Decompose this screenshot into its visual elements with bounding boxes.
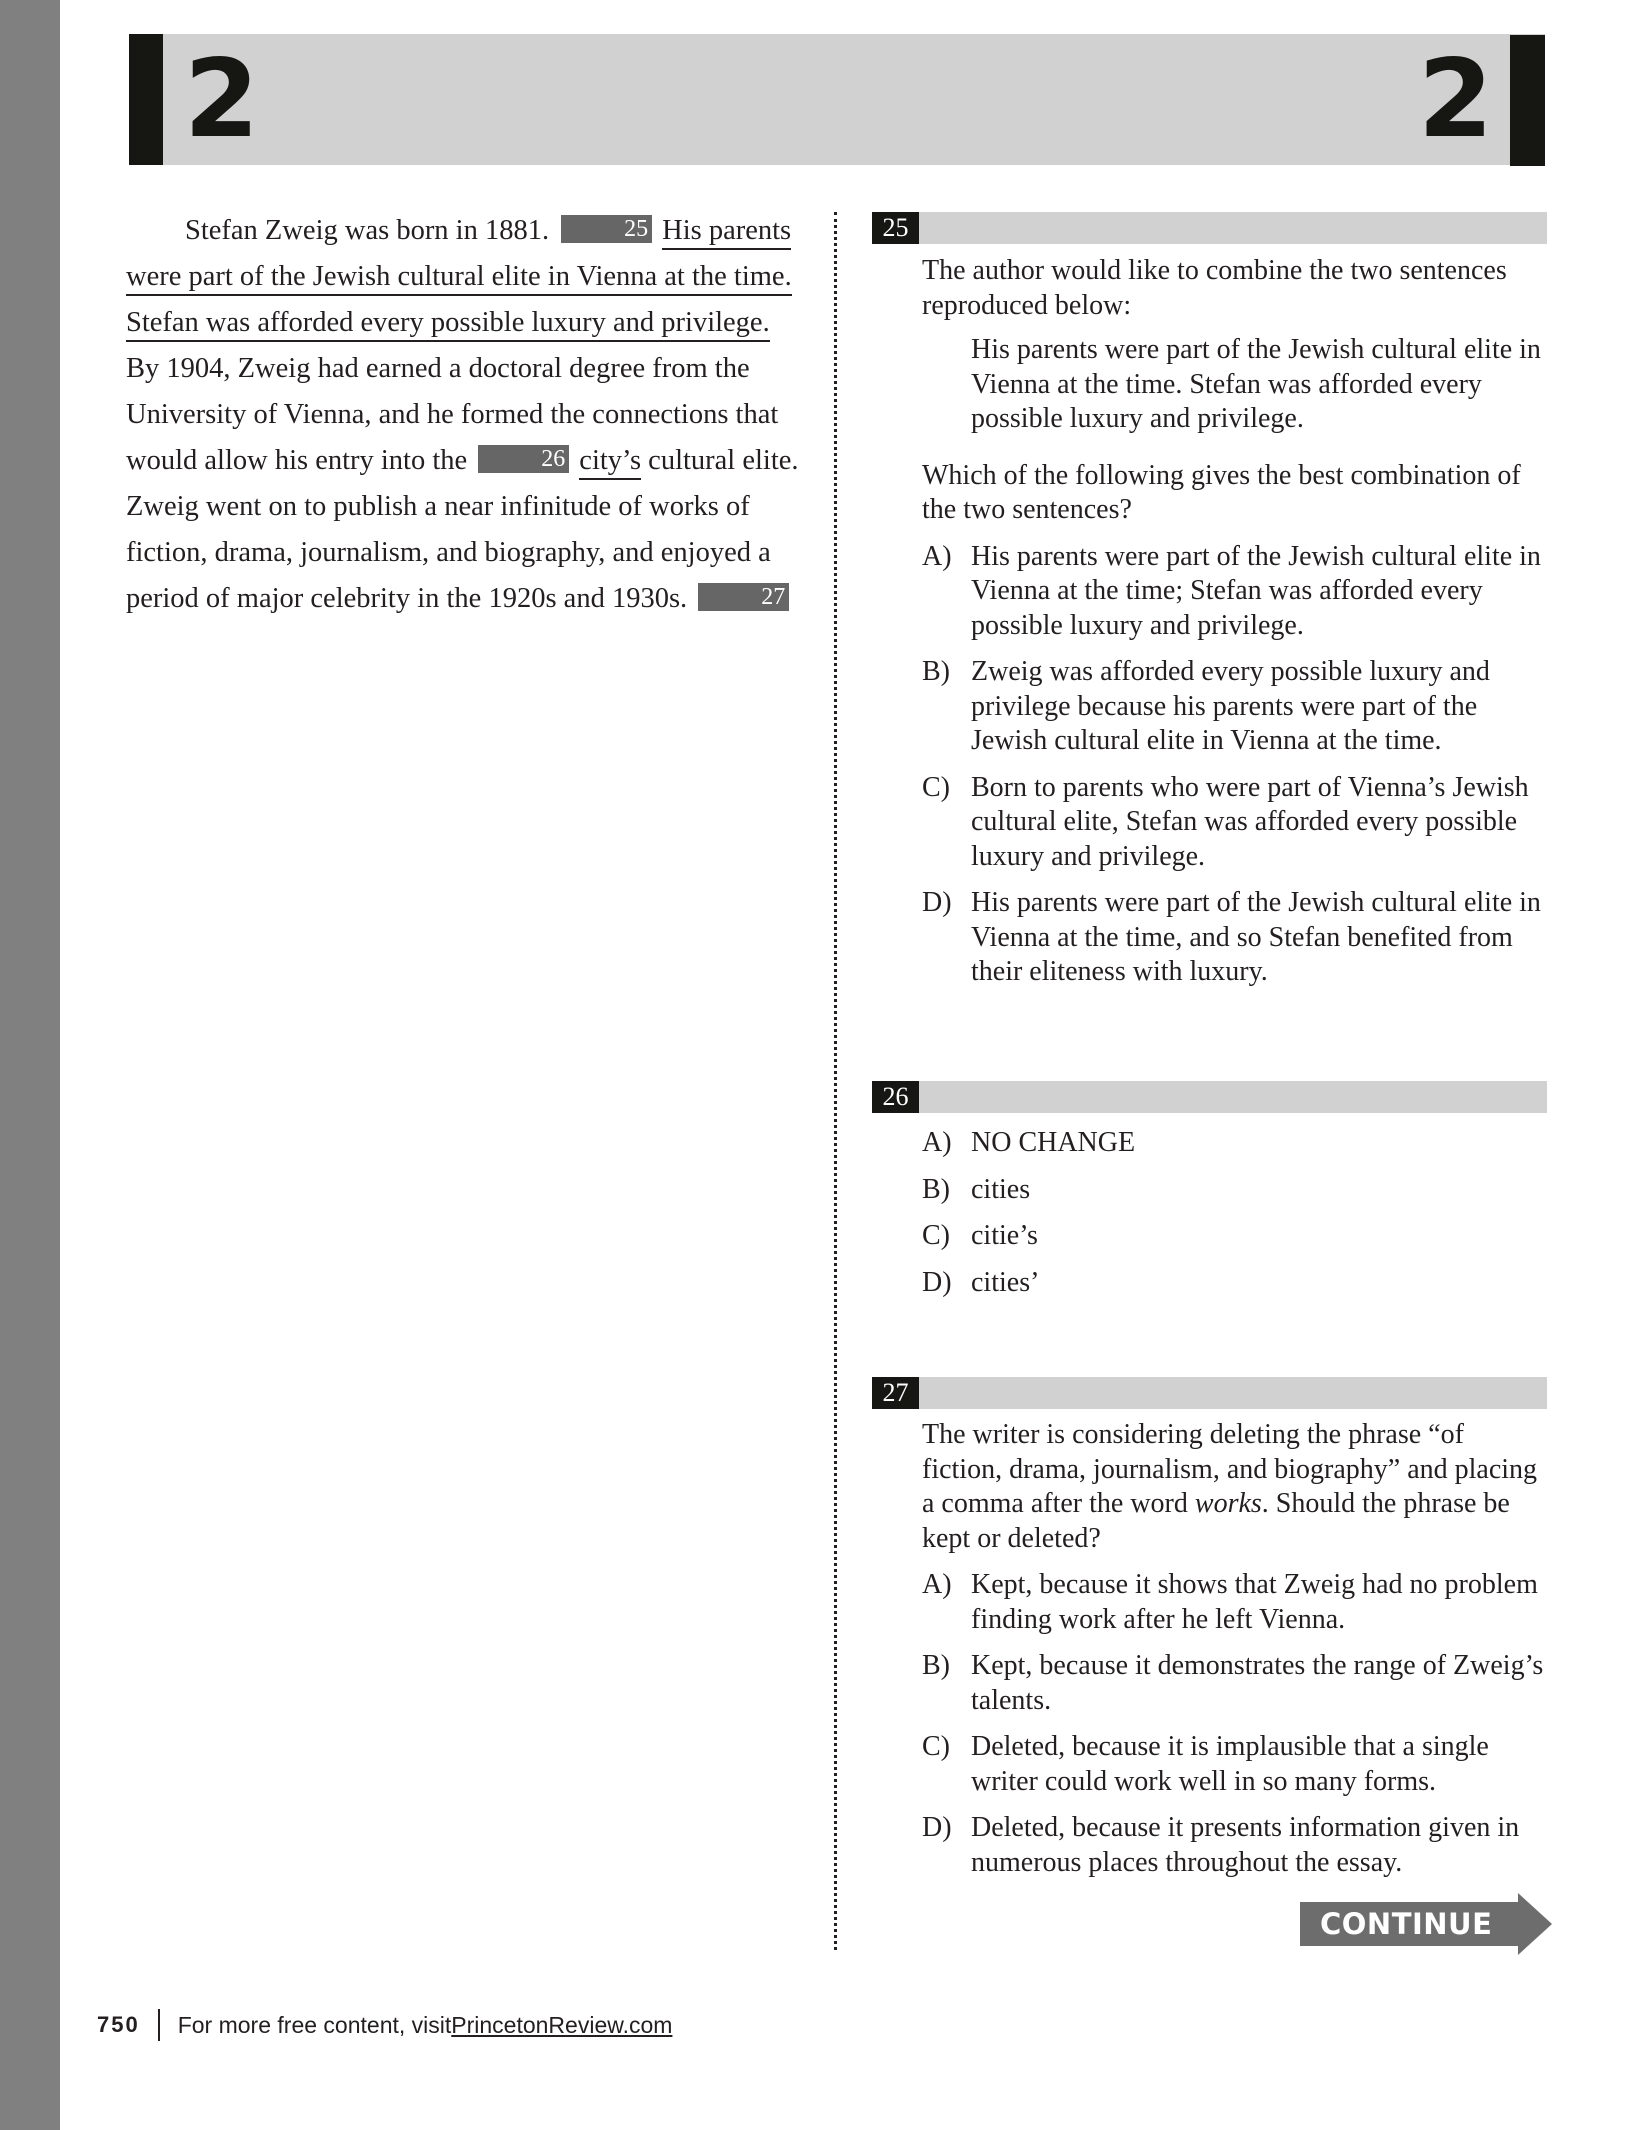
answer-option-a[interactable]	[922, 540, 1547, 644]
question-number-27: 27	[872, 1377, 919, 1409]
option-letter: A)	[922, 1127, 952, 1158]
answer-option-c[interactable]	[922, 771, 1547, 875]
option-text: Born to parents who were part of Vienna’s Jewish cultural elite, Stefan was afforded every possible luxury and privilege.	[971, 771, 1529, 872]
option-text: His parents were part of the Jewish cultural elite in Vienna at the time; Stefan was afforded every possible luxury and privilege.	[971, 540, 1541, 641]
option-letter: B)	[922, 1650, 950, 1681]
column-divider	[834, 212, 837, 1950]
question-header-26	[872, 1081, 1547, 1113]
question-stem	[922, 1418, 1547, 1556]
option-letter: B)	[922, 656, 950, 687]
question-ref-26[interactable]: 26	[478, 445, 569, 473]
question-header-27	[872, 1377, 1547, 1409]
answer-option-d[interactable]	[922, 1266, 1547, 1301]
option-letter: A)	[922, 540, 952, 572]
answer-option-a[interactable]	[922, 1568, 1547, 1637]
option-letter: B)	[922, 1173, 950, 1205]
option-text: cities	[971, 1173, 1031, 1205]
page-footer	[97, 2009, 672, 2041]
continue-button[interactable]	[1300, 1893, 1552, 1955]
option-text: Deleted, because it presents information given in numerous places throughout the essay.	[971, 1812, 1520, 1878]
question-number-25: 25	[872, 212, 919, 244]
passage-text: By 1904, Zweig had earned a doctoral degree from the University of Vienna, and he formed the connections that would allow his entry into the	[126, 353, 779, 476]
option-text: Deleted, because it is implausible that a single writer could work well in so many forms.	[971, 1731, 1489, 1797]
answer-options	[922, 1568, 1547, 1880]
option-letter: A)	[922, 1569, 952, 1600]
answer-options	[922, 1126, 1547, 1300]
option-letter: C)	[922, 1731, 950, 1762]
passage-paragraph	[126, 208, 806, 622]
page-edge-stripe	[0, 0, 60, 2130]
princeton-review-link[interactable]: PrincetonReview.com	[451, 2011, 673, 2038]
footer-separator	[158, 2009, 160, 2041]
underlined-text-26: city’s	[579, 445, 641, 480]
question-stem: The author would like to combine the two sentences reproduced below:	[922, 255, 1507, 321]
option-letter: D)	[922, 887, 952, 918]
section-header-block-left	[129, 34, 163, 165]
passage	[126, 208, 806, 622]
page-number: 750	[97, 2012, 140, 2037]
stem-text: The writer is considering deleting the phrase “of fiction, drama, journalism, and biography” and placing a comma after the word	[922, 1419, 1538, 1519]
question-25	[922, 254, 1547, 990]
question-ref-25[interactable]: 25	[561, 215, 652, 243]
question-number-26: 26	[872, 1081, 919, 1113]
section-header-block-right	[1510, 35, 1545, 166]
question-26	[922, 1114, 1547, 1300]
question-prompt: Which of the following gives the best combination of the two sentences?	[922, 459, 1521, 525]
question-ref-27[interactable]: 27	[698, 583, 789, 611]
answer-option-a[interactable]	[922, 1126, 1547, 1161]
answer-option-c[interactable]	[922, 1219, 1547, 1254]
answer-option-d[interactable]	[922, 886, 1547, 990]
section-header-bar	[129, 34, 1545, 165]
option-text: citie’s	[971, 1220, 1038, 1251]
option-text: Kept, because it demonstrates the range of Zweig’s talents.	[971, 1650, 1544, 1716]
option-letter: D)	[922, 1266, 952, 1298]
section-number-left: 2	[184, 37, 260, 162]
answer-option-c[interactable]	[922, 1730, 1547, 1799]
question-header-25	[872, 212, 1547, 244]
option-text: Kept, because it shows that Zweig had no problem finding work after he left Vienna.	[971, 1569, 1538, 1635]
stem-italic-word: works	[1194, 1488, 1262, 1519]
quoted-sentences: His parents were part of the Jewish cultural elite in Vienna at the time. Stefan was afforded every possible luxury and privilege.	[971, 334, 1541, 434]
option-text: His parents were part of the Jewish cultural elite in Vienna at the time, and so Stefan benefited from their eliteness with luxury.	[971, 887, 1541, 987]
option-letter: D)	[922, 1812, 952, 1843]
passage-text: cultural elite. Zweig went on to publish a near infinitude of works of fiction, drama, journalism, and biography, and enjoyed a period of major celebrity in the 1920s and 1930s.	[126, 445, 799, 614]
option-text: cities’	[971, 1266, 1040, 1298]
stem-text: . Should the phrase be kept or deleted?	[922, 1488, 1510, 1554]
option-letter: C)	[922, 771, 950, 803]
option-text: Zweig was afforded every possible luxury and privilege because his parents were part of the Jewish cultural elite in Vienna at the time.	[971, 656, 1490, 756]
option-letter: C)	[922, 1220, 950, 1251]
answer-option-b[interactable]	[922, 655, 1547, 759]
continue-label: CONTINUE	[1320, 1907, 1493, 1941]
footer-text: For more free content, visit	[177, 2011, 452, 2038]
answer-options	[922, 540, 1547, 990]
option-text: NO CHANGE	[971, 1127, 1136, 1158]
section-number-right: 2	[1418, 37, 1494, 162]
answer-option-b[interactable]	[922, 1649, 1547, 1718]
passage-text: Stefan Zweig was born in 1881.	[185, 215, 550, 246]
underlined-text-25: His parents were part of the Jewish cultural elite in Vienna at the time. Stefan was afforded every possible luxury and privilege.	[126, 215, 792, 342]
question-27	[922, 1418, 1547, 1880]
answer-option-d[interactable]	[922, 1811, 1547, 1880]
right-arrow-icon	[1518, 1893, 1552, 1955]
answer-option-b[interactable]	[922, 1173, 1547, 1208]
